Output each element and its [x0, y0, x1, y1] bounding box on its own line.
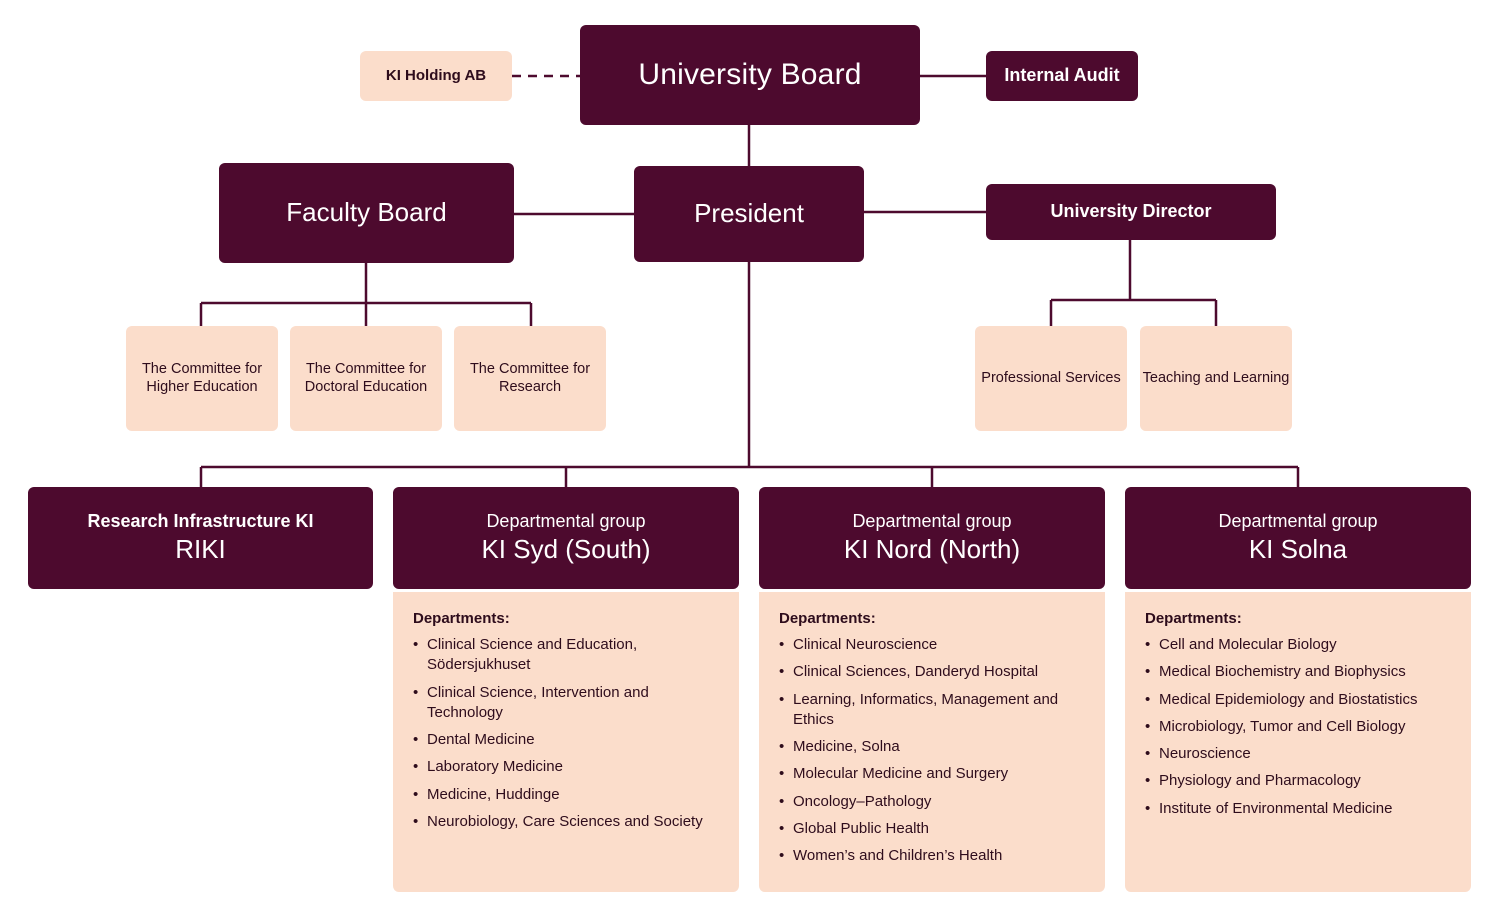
list-item: • Clinical Science, Intervention and Technology [413, 683, 723, 724]
node-name: KI Syd (South) [481, 534, 651, 565]
departments-panel-ki-syd [393, 592, 739, 892]
list-item: • Molecular Medicine and Surgery [779, 764, 1089, 784]
node-name: RIKI [175, 534, 226, 565]
departments-list [779, 635, 1089, 866]
list-item: • Institute of Environmental Medicine [1145, 799, 1455, 819]
list-item: • Oncology–Pathology [779, 792, 1089, 812]
node-professional-services[interactable] [975, 326, 1127, 431]
list-item: • Neurobiology, Care Sciences and Society [413, 812, 723, 832]
node-departmental-group-ki-syd[interactable] [393, 487, 739, 589]
node-label: Faculty Board [286, 197, 447, 228]
list-item: • Clinical Neuroscience [779, 635, 1089, 655]
node-name: KI Solna [1248, 534, 1348, 565]
list-item: • Microbiology, Tumor and Cell Biology [1145, 717, 1455, 737]
node-label: Internal Audit [1004, 65, 1120, 86]
node-university-board[interactable] [580, 25, 920, 125]
departments-panel-ki-nord [759, 592, 1105, 892]
node-title: Departmental group [852, 510, 1012, 531]
node-title: Departmental group [486, 510, 646, 531]
list-item: • Clinical Sciences, Danderyd Hospital [779, 662, 1089, 682]
node-research-infrastructure-riki[interactable] [28, 487, 373, 589]
list-item: • Neuroscience [1145, 744, 1455, 764]
node-university-director[interactable] [986, 184, 1276, 240]
list-item: • Laboratory Medicine [413, 757, 723, 777]
departments-label: Departments: [1145, 610, 1242, 627]
departments-panel-ki-solna [1125, 592, 1471, 892]
list-item: • Dental Medicine [413, 730, 723, 750]
node-committee-higher-education[interactable] [126, 326, 278, 431]
node-label: The Committee for Doctoral Education [304, 361, 428, 395]
node-departmental-group-ki-solna[interactable] [1125, 487, 1471, 589]
node-label: The Committee for Research [469, 361, 591, 395]
node-label: University Board [638, 58, 862, 91]
node-president[interactable] [634, 166, 864, 262]
node-label: Professional Services [981, 369, 1121, 386]
node-label: The Committee for Higher Education [141, 361, 263, 395]
node-name: KI Nord (North) [843, 534, 1021, 565]
node-label: President [694, 198, 804, 229]
node-label: Teaching and Learning [1142, 369, 1290, 386]
departments-list [1145, 635, 1455, 819]
node-title: Research Infrastructure KI [87, 510, 314, 531]
node-label: University Director [1050, 201, 1212, 222]
node-ki-holding-ab[interactable] [360, 51, 512, 101]
list-item: • Medicine, Huddinge [413, 785, 723, 805]
node-internal-audit[interactable] [986, 51, 1138, 101]
list-item: • Women’s and Children’s Health [779, 846, 1089, 866]
node-teaching-and-learning[interactable] [1140, 326, 1292, 431]
list-item: • Clinical Science and Education, Södersjukhuset [413, 635, 723, 676]
list-item: • Learning, Informatics, Management and Ethics [779, 690, 1089, 731]
list-item: • Cell and Molecular Biology [1145, 635, 1455, 655]
list-item: • Global Public Health [779, 819, 1089, 839]
departments-list [413, 635, 723, 832]
node-departmental-group-ki-nord[interactable] [759, 487, 1105, 589]
list-item: • Medical Epidemiology and Biostatistics [1145, 690, 1455, 710]
node-title: Departmental group [1218, 510, 1378, 531]
list-item: • Physiology and Pharmacology [1145, 771, 1455, 791]
departments-label: Departments: [779, 610, 876, 627]
departments-label: Departments: [413, 610, 510, 627]
node-label: KI Holding AB [385, 67, 487, 84]
node-committee-research[interactable] [454, 326, 606, 431]
node-committee-doctoral-education[interactable] [290, 326, 442, 431]
list-item: • Medicine, Solna [779, 737, 1089, 757]
node-faculty-board[interactable] [219, 163, 514, 263]
list-item: • Medical Biochemistry and Biophysics [1145, 662, 1455, 682]
